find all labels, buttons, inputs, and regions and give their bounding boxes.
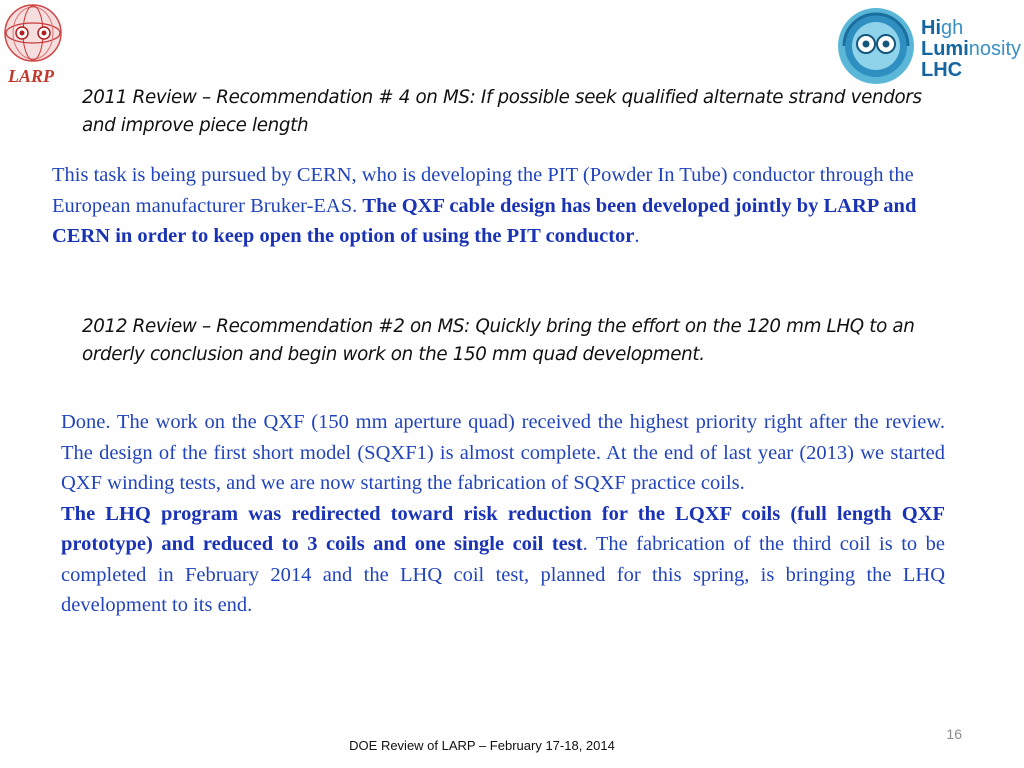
response-2011: This task is being pursued by CERN, who is developing the PIT (Powder In Tube) conductor through the European manufacturer Bruker-EAS. The QXF cable design has been developed jointly by LARP and CERN in order to keep open the option of using the PIT conductor. bbox=[52, 164, 917, 247]
response-2012-para2: The LHQ program was redirected toward risk reduction for the LQXF coils (full length QXF prototype) and reduced to 3 coils and one single coil test. The fabrication of the third coil is to be completed in February 2014 and the LHQ coil test, planned for this spring, is bringing the LHQ development to its end. bbox=[61, 502, 945, 616]
review-2011-recommendation: 2011 Review – Recommendation # 4 on MS: If possible seek qualified alternate strand vendors and improve piece length bbox=[82, 87, 922, 136]
footer: DOE Review of LARP – February 17-18, 2014 bbox=[349, 738, 615, 753]
larp-logo-text: LARP bbox=[8, 66, 55, 86]
hl-lhc-logo-text: High Luminosity LHC bbox=[921, 17, 1022, 81]
response-2012-para1: Done. The work on the QXF (150 mm aperture quad) received the highest priority right after the review. The design of the first short model (SQXF1) is almost complete. At the end of last year (2013) we started QXF winding tests, and we are now starting the fabrication of SQXF practice coils. bbox=[61, 411, 945, 494]
review-2012-recommendation: 2012 Review – Recommendation #2 on MS: Quickly bring the effort on the 120 mm LHQ to an orderly conclusion and begin work on the 150 mm quad development. bbox=[82, 316, 915, 365]
page-number: 16 bbox=[946, 726, 962, 742]
response-2012 bbox=[61, 407, 945, 621]
